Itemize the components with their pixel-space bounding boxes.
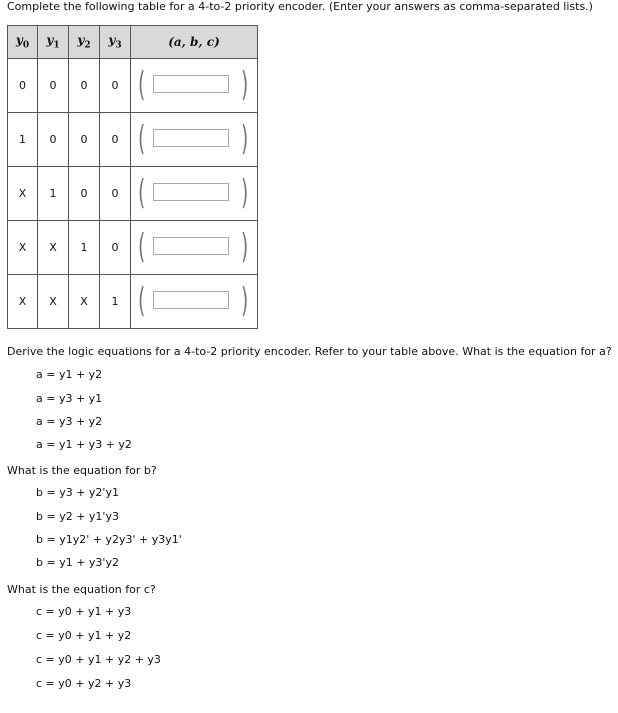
table-row: [8, 221, 258, 275]
option-b-2[interactable]: b = y2 + y1'y3: [36, 510, 119, 523]
header-y1: $y_1$: [38, 26, 69, 59]
cell-y1: X: [38, 221, 69, 275]
table-instruction: Complete the following table for a 4-to-2 priority encoder. (Enter your answers as comma-separated lists.): [7, 0, 593, 13]
header-y2: $y_2$: [69, 26, 100, 59]
header-abc: (a, b, c): [131, 26, 258, 59]
option-c-1[interactable]: c = y0 + y1 + y3: [36, 605, 132, 618]
right-paren-icon: ): [240, 227, 249, 267]
answer-cell: [131, 113, 258, 167]
cell-y0: 0: [8, 59, 38, 113]
table-row: [8, 59, 258, 113]
abc-answer-input[interactable]: [153, 183, 229, 201]
option-c-3[interactable]: c = y0 + y1 + y2 + y3: [36, 653, 161, 666]
option-a-1[interactable]: a = y1 + y2: [36, 368, 103, 381]
table-row: [8, 275, 258, 329]
option-c-2[interactable]: c = y0 + y1 + y2: [36, 629, 132, 642]
table-header-row: [8, 26, 258, 59]
cell-y3: 0: [100, 59, 131, 113]
answer-cell: [131, 221, 258, 275]
cell-y2: X: [69, 275, 100, 329]
question-a-prompt: Derive the logic equations for a 4-to-2 priority encoder. Refer to your table above. What is the equation for a?: [7, 345, 612, 358]
cell-y3: 0: [100, 167, 131, 221]
answer-cell: [131, 167, 258, 221]
cell-y1: 0: [38, 59, 69, 113]
answer-cell: [131, 59, 258, 113]
answer-cell: [131, 275, 258, 329]
abc-answer-input[interactable]: [153, 75, 229, 93]
option-a-3[interactable]: a = y3 + y2: [36, 415, 103, 428]
cell-y1: X: [38, 275, 69, 329]
cell-y2: 0: [69, 59, 100, 113]
abc-answer-input[interactable]: [153, 237, 229, 255]
priority-encoder-table: [7, 25, 258, 329]
option-a-4[interactable]: a = y1 + y3 + y2: [36, 438, 132, 451]
left-paren-icon: (: [137, 65, 146, 105]
abc-answer-input[interactable]: [153, 129, 229, 147]
cell-y2: 0: [69, 113, 100, 167]
right-paren-icon: ): [240, 281, 249, 321]
option-b-3[interactable]: b = y1y2' + y2y3' + y3y1': [36, 533, 182, 546]
option-b-1[interactable]: b = y3 + y2'y1: [36, 486, 119, 499]
right-paren-icon: ): [240, 65, 249, 105]
header-y3: $y_3$: [100, 26, 131, 59]
question-c-prompt: What is the equation for c?: [7, 583, 156, 596]
left-paren-icon: (: [137, 281, 146, 321]
cell-y0: X: [8, 275, 38, 329]
table-row: [8, 113, 258, 167]
option-c-4[interactable]: c = y0 + y2 + y3: [36, 677, 132, 690]
cell-y0: X: [8, 221, 38, 275]
left-paren-icon: (: [137, 173, 146, 213]
right-paren-icon: ): [240, 173, 249, 213]
cell-y1: 0: [38, 113, 69, 167]
cell-y3: 0: [100, 113, 131, 167]
abc-answer-input[interactable]: [153, 291, 229, 309]
cell-y3: 0: [100, 221, 131, 275]
cell-y0: 1: [8, 113, 38, 167]
question-b-prompt: What is the equation for b?: [7, 464, 157, 477]
cell-y1: 1: [38, 167, 69, 221]
cell-y2: 0: [69, 167, 100, 221]
cell-y2: 1: [69, 221, 100, 275]
cell-y0: X: [8, 167, 38, 221]
table-row: [8, 167, 258, 221]
header-y0: $y_0$: [8, 26, 38, 59]
left-paren-icon: (: [137, 119, 146, 159]
right-paren-icon: ): [240, 119, 249, 159]
cell-y3: 1: [100, 275, 131, 329]
left-paren-icon: (: [137, 227, 146, 267]
option-a-2[interactable]: a = y3 + y1: [36, 392, 103, 405]
option-b-4[interactable]: b = y1 + y3'y2: [36, 556, 119, 569]
